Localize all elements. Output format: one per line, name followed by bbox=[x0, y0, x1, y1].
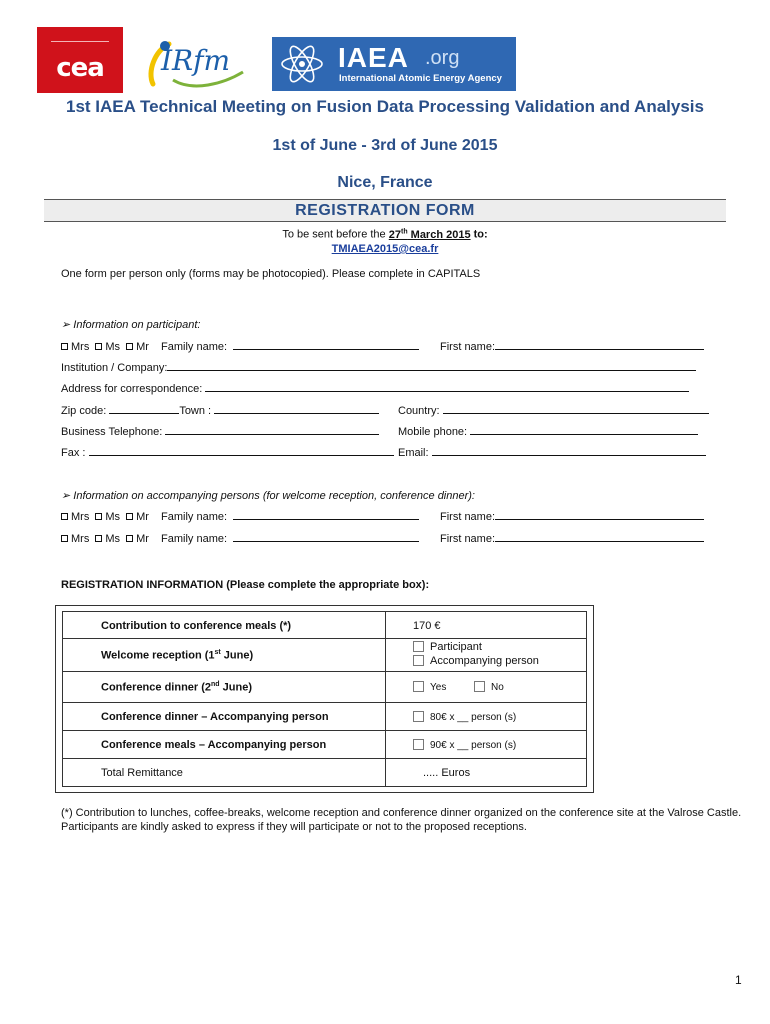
acc2-first-name-label: First name: bbox=[440, 533, 496, 545]
dinner-label-text: Conference dinner (2 bbox=[101, 681, 212, 694]
meeting-dates: 1st of June - 3rd of June 2015 bbox=[272, 137, 498, 154]
irfm-logo bbox=[143, 32, 247, 94]
dinner-option-no bbox=[474, 681, 504, 693]
town-field[interactable] bbox=[214, 404, 379, 414]
acc1-mr-checkbox[interactable] bbox=[126, 513, 133, 520]
meals-value: 170 € bbox=[413, 620, 441, 632]
table-row bbox=[63, 612, 586, 639]
form-note: One form per person only (forms may be photocopied). Please complete in CAPITALS bbox=[61, 268, 481, 280]
welcome-option-participant bbox=[413, 641, 482, 653]
acc2-mr-checkbox[interactable] bbox=[126, 535, 133, 542]
ms-checkbox[interactable] bbox=[95, 343, 102, 350]
country-field[interactable] bbox=[443, 404, 709, 414]
acc2-mrs-label: Mrs bbox=[71, 533, 90, 545]
accompanying-row-1 bbox=[61, 510, 419, 523]
dinner-no-label: No bbox=[491, 682, 504, 693]
send-prefix: To be sent before the bbox=[282, 228, 389, 241]
dinner-accompanying-label: Conference dinner – Accompanying person bbox=[101, 711, 329, 723]
zip-town-row bbox=[61, 404, 379, 417]
irfm-logo-text: IRfm bbox=[161, 44, 231, 77]
acc1-mrs-label: Mrs bbox=[71, 511, 90, 523]
welcome-label-suffix: June) bbox=[220, 649, 254, 662]
iaea-logo-name: IAEA bbox=[338, 42, 409, 73]
footnote: (*) Contribution to lunches, coffee-breaks, welcome reception and conference dinner organized on the conference site at the Valrose Castle. Participants are kindly asked to express if they will participate or not to the proposed receptions. bbox=[61, 807, 742, 833]
acc1-mrs-checkbox[interactable] bbox=[61, 513, 68, 520]
acc1-first-name-field[interactable] bbox=[495, 510, 704, 520]
iaea-atom-icon bbox=[278, 41, 326, 87]
first-name-label: First name: bbox=[440, 341, 496, 353]
dinner-label bbox=[101, 681, 252, 694]
arrow-bullet-icon: ➢ bbox=[61, 490, 74, 502]
first-name-field[interactable] bbox=[495, 340, 704, 350]
dinner-label-sup: nd bbox=[211, 681, 220, 688]
form-title: REGISTRATION FORM bbox=[44, 199, 726, 222]
email-row bbox=[398, 446, 706, 459]
total-label: Total Remittance bbox=[101, 767, 183, 779]
dinner-accompanying-checkbox[interactable] bbox=[413, 711, 424, 722]
send-instruction bbox=[0, 228, 770, 241]
participant-heading bbox=[61, 318, 200, 331]
registration-table bbox=[62, 611, 587, 787]
country-label: Country: bbox=[398, 405, 440, 417]
business-phone-row bbox=[61, 425, 379, 438]
dinner-yes-checkbox[interactable] bbox=[413, 681, 424, 692]
participant-heading-text: Information on participant: bbox=[73, 319, 201, 331]
acc2-mr-label: Mr bbox=[136, 533, 149, 545]
send-month: March 2015 bbox=[407, 228, 471, 241]
dinner-yes-label: Yes bbox=[430, 682, 447, 693]
address-field[interactable] bbox=[205, 382, 689, 392]
fax-row bbox=[61, 446, 394, 459]
total-value[interactable]: ..... Euros bbox=[423, 767, 471, 779]
family-name-field[interactable] bbox=[233, 340, 419, 350]
acc1-mr-label: Mr bbox=[136, 511, 149, 523]
fax-label: Fax : bbox=[61, 447, 86, 459]
meals-label: Contribution to conference meals (*) bbox=[101, 620, 292, 632]
registration-info-heading: REGISTRATION INFORMATION (Please complete the appropriate box): bbox=[61, 579, 430, 591]
mrs-label: Mrs bbox=[71, 341, 90, 353]
acc2-first-name-row bbox=[440, 532, 704, 545]
arrow-bullet-icon: ➢ bbox=[61, 319, 74, 331]
dinner-no-checkbox[interactable] bbox=[474, 681, 485, 692]
cea-logo-text: cea bbox=[56, 53, 104, 83]
send-suffix: to: bbox=[470, 228, 488, 241]
acc1-family-name-field[interactable] bbox=[233, 510, 419, 520]
country-row bbox=[398, 404, 709, 417]
acc2-mrs-checkbox[interactable] bbox=[61, 535, 68, 542]
welcome-option-accompanying bbox=[413, 655, 539, 667]
meeting-place: Nice, France bbox=[337, 174, 433, 191]
acc1-family-name-label: Family name: bbox=[161, 511, 228, 523]
iaea-logo-org: .org bbox=[425, 47, 460, 69]
table-row bbox=[63, 731, 586, 759]
iaea-logo-subtitle: International Atomic Energy Agency bbox=[339, 73, 502, 84]
town-label: Town : bbox=[179, 405, 212, 417]
first-name-row bbox=[440, 340, 704, 353]
send-day: 27 bbox=[388, 228, 401, 241]
institution-field[interactable] bbox=[167, 361, 696, 371]
contact-email-link[interactable]: TMIAEA2015@cea.fr bbox=[331, 243, 439, 255]
welcome-label-text: Welcome reception (1 bbox=[101, 649, 215, 662]
mobile-phone-label: Mobile phone: bbox=[398, 426, 468, 438]
mrs-checkbox[interactable] bbox=[61, 343, 68, 350]
institution-label: Institution / Company: bbox=[61, 362, 168, 374]
acc1-ms-checkbox[interactable] bbox=[95, 513, 102, 520]
send-day-suffix: th bbox=[400, 228, 408, 235]
mr-label: Mr bbox=[136, 341, 149, 353]
acc1-ms-label: Ms bbox=[105, 511, 121, 523]
zip-label: Zip code: bbox=[61, 405, 107, 417]
accompanying-heading bbox=[61, 489, 475, 502]
dinner-accompanying-option bbox=[413, 711, 516, 723]
acc2-family-name-field[interactable] bbox=[233, 532, 419, 542]
acc2-ms-checkbox[interactable] bbox=[95, 535, 102, 542]
welcome-accompanying-checkbox[interactable] bbox=[413, 655, 424, 666]
fax-field[interactable] bbox=[89, 446, 394, 456]
email-field[interactable] bbox=[432, 446, 706, 456]
dinner-option-yes bbox=[413, 681, 446, 693]
welcome-label-sup: st bbox=[214, 649, 221, 656]
iaea-logo bbox=[272, 37, 516, 91]
meals-accompanying-option bbox=[413, 739, 516, 751]
ms-label: Ms bbox=[105, 341, 121, 353]
mobile-phone-field[interactable] bbox=[470, 425, 698, 435]
address-label: Address for correspondence: bbox=[61, 383, 203, 395]
table-row bbox=[63, 672, 586, 703]
welcome-participant-label: Participant bbox=[430, 641, 482, 653]
acc2-family-name-label: Family name: bbox=[161, 533, 228, 545]
family-name-label: Family name: bbox=[161, 341, 228, 353]
table-row bbox=[63, 703, 586, 731]
welcome-accompanying-label: Accompanying person bbox=[430, 655, 539, 667]
welcome-label bbox=[101, 649, 253, 662]
mobile-phone-row bbox=[398, 425, 698, 438]
table-row bbox=[63, 639, 586, 672]
acc1-first-name-row bbox=[440, 510, 704, 523]
acc2-ms-label: Ms bbox=[105, 533, 121, 545]
acc1-first-name-label: First name: bbox=[440, 511, 496, 523]
meals-accompanying-checkbox[interactable] bbox=[413, 739, 424, 750]
address-row bbox=[61, 382, 689, 395]
cea-logo bbox=[37, 27, 123, 93]
institution-row bbox=[61, 361, 696, 374]
welcome-participant-checkbox[interactable] bbox=[413, 641, 424, 652]
mr-checkbox[interactable] bbox=[126, 343, 133, 350]
page-number: 1 bbox=[735, 973, 742, 987]
zip-field[interactable] bbox=[109, 404, 179, 414]
email-label: Email: bbox=[398, 447, 429, 459]
meals-accompanying-label: Conference meals – Accompanying person bbox=[101, 739, 327, 751]
participant-title-row bbox=[61, 340, 419, 353]
dinner-label-suffix: June) bbox=[219, 681, 252, 694]
meals-accompanying-value: 90€ x __ person (s) bbox=[430, 740, 517, 751]
business-phone-label: Business Telephone: bbox=[61, 426, 163, 438]
acc2-first-name-field[interactable] bbox=[495, 532, 704, 542]
business-phone-field[interactable] bbox=[165, 425, 379, 435]
meeting-title: 1st IAEA Technical Meeting on Fusion Data Processing Validation and Analysis bbox=[66, 97, 704, 116]
dinner-accompanying-value: 80€ x __ person (s) bbox=[430, 712, 517, 723]
accompanying-heading-text: Information on accompanying persons (for welcome reception, conference dinner): bbox=[73, 490, 475, 502]
table-row bbox=[63, 759, 586, 788]
accompanying-row-2 bbox=[61, 532, 419, 545]
